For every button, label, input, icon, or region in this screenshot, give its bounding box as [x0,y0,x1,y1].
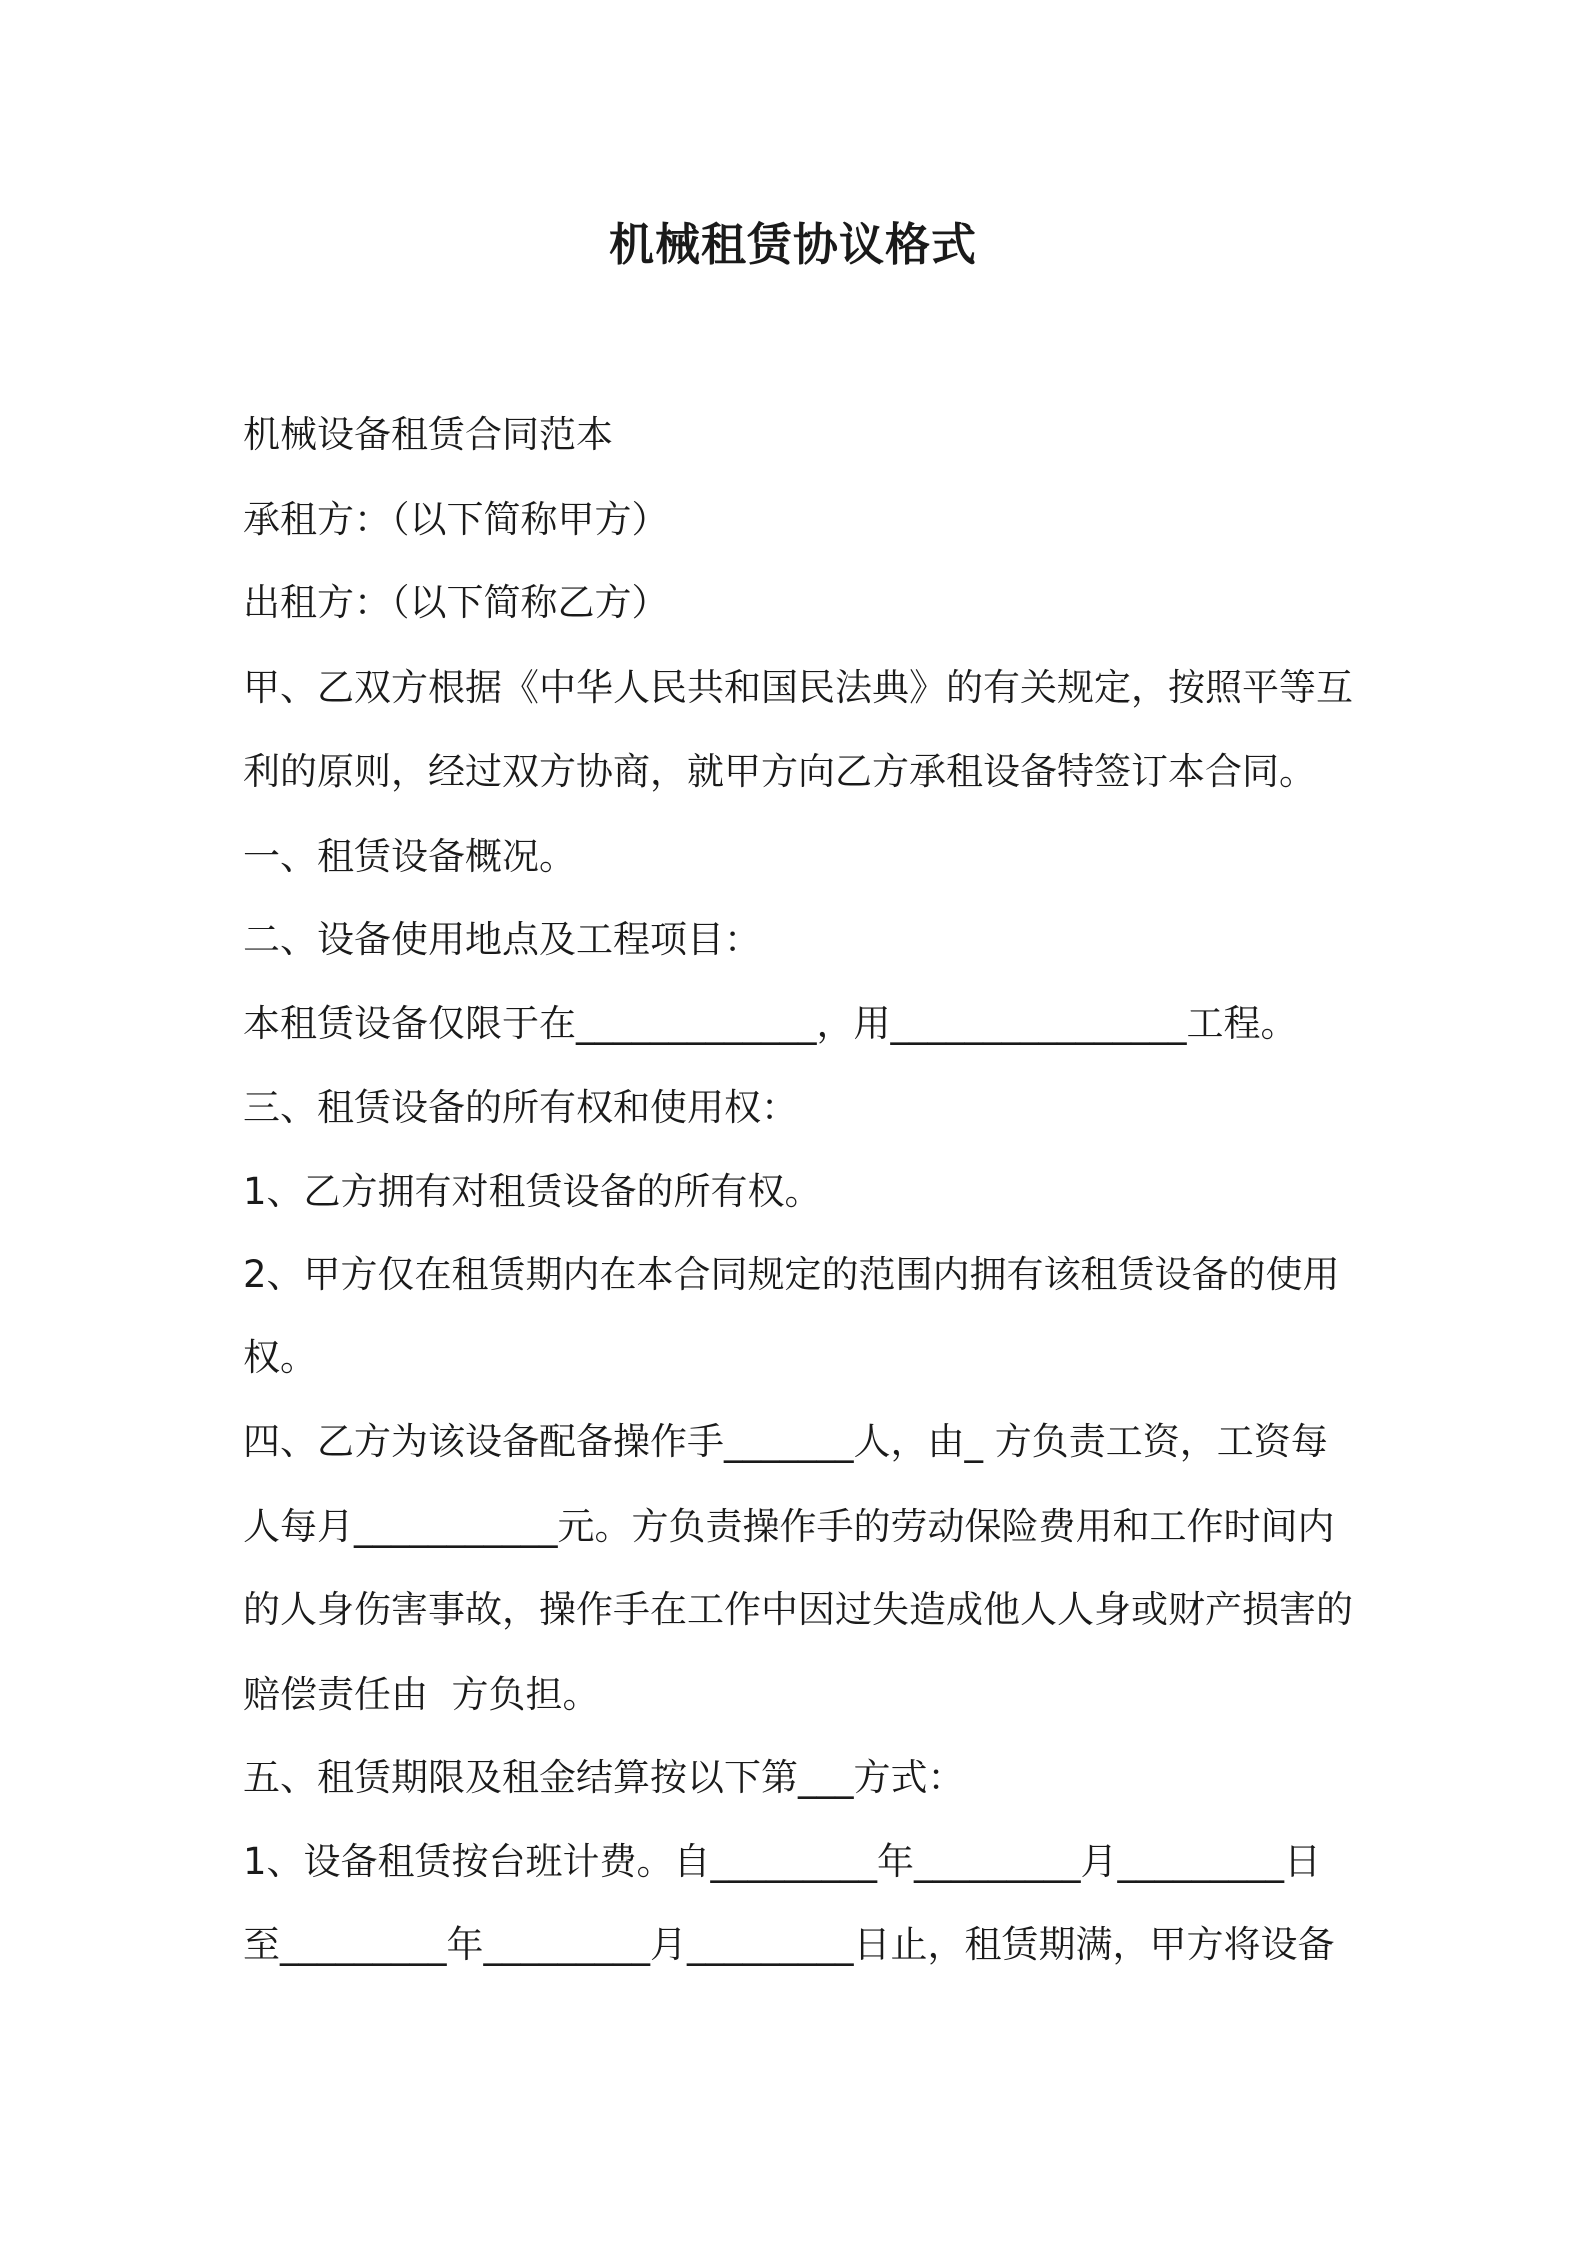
clause-line: 至_________年_________月_________日止，租赁期满，甲方将设备 [243,1923,1335,1966]
subtitle-line: 机械设备租赁合同范本 [243,413,613,456]
section-heading: 四、乙方为该设备配备操作手_______人，由_ 方负责工资，工资每 [243,1420,1328,1463]
clause-line: 1、设备租赁按台班计费。自_________年_________月_________日 [243,1840,1322,1883]
section-heading: 三、租赁设备的所有权和使用权： [243,1086,798,1129]
clause-line: 权。 [243,1336,317,1379]
lessor-line: 出租方：（以下简称乙方） [243,581,669,624]
document-title: 机械租赁协议格式 [608,218,977,271]
paragraph-line: 本租赁设备仅限于在_____________，用________________工程。 [243,1002,1298,1045]
paragraph-line: 的人身伤害事故，操作手在工作中因过失造成他人人身或财产损害的 [243,1588,1353,1631]
lessee-line: 承租方：（以下简称甲方） [243,498,669,541]
section-heading: 二、设备使用地点及工程项目： [243,918,761,961]
clause-line: 2、甲方仅在租赁期内在本合同规定的范围内拥有该租赁设备的使用 [243,1253,1340,1296]
paragraph-line: 利的原则，经过双方协商，就甲方向乙方承租设备特签订本合同。 [243,750,1316,793]
clause-line: 1、乙方拥有对租赁设备的所有权。 [243,1170,822,1213]
section-heading: 五、租赁期限及租金结算按以下第___方式： [243,1756,965,1799]
paragraph-line: 人每月___________元。方负责操作手的劳动保险费用和工作时间内 [243,1505,1335,1548]
paragraph-line: 赔偿责任由 方负担。 [243,1673,600,1716]
section-heading: 一、租赁设备概况。 [243,835,576,878]
paragraph-line: 甲、乙双方根据《中华人民共和国民法典》的有关规定，按照平等互 [243,666,1353,709]
